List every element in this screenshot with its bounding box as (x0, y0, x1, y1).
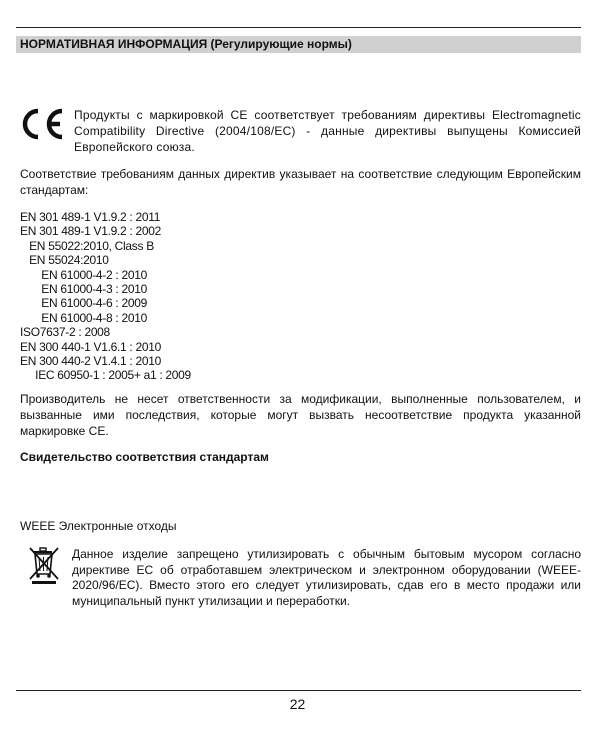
page-number: 22 (289, 696, 306, 712)
standard-item: EN 300 440-1 V1.6.1 : 2010 (20, 339, 161, 354)
section-header: НОРМАТИВНАЯ ИНФОРМАЦИЯ (Регулирующие нормы) (16, 36, 581, 53)
standard-item: EN 61000-4-6 : 2009 (20, 296, 147, 311)
standard-item: ISO7637-2 : 2008 (20, 325, 110, 340)
ce-description: Продукты с маркировкой CE соответствует требованиям директивы Electromagnetic Compatibility Directive (2004/108/EC) - данные директивы выпущены Комиссией Европейского союза. (74, 108, 581, 154)
standard-item: IEC 60950-1 : 2005+ a1 : 2009 (20, 368, 191, 383)
standard-item: EN 61000-4-3 : 2010 (20, 282, 147, 297)
standard-item: EN 61000-4-2 : 2010 (20, 267, 147, 282)
bottom-rule (16, 690, 581, 691)
standard-item: EN 301 489-1 V1.9.2 : 2011 (20, 210, 161, 224)
standard-item: EN 55024:2010 (20, 253, 109, 268)
standard-item: EN 300 440-2 V1.4.1 : 2010 (20, 354, 161, 369)
crossed-bin-icon (26, 545, 62, 585)
disclaimer-text: Производитель не несет ответственности за модификации, выполненные пользователем, и вызванные ими последствия, которые могут вызвать несоответствие продукта указанной маркировке CE. (20, 392, 581, 438)
standard-item: EN 301 489-1 V1.9.2 : 2002 (20, 224, 161, 239)
standards-list (20, 210, 191, 383)
ce-mark-icon (18, 107, 66, 141)
standard-item: EN 55022:2010, Class B (20, 238, 154, 253)
weee-label: WEEE Электронные отходы (20, 519, 177, 533)
certificate-heading: Свидетельство соответствия стандартам (20, 450, 269, 464)
standard-item: EN 61000-4-8 : 2010 (20, 310, 147, 325)
weee-description: Данное изделие запрещено утилизировать с обычным бытовым мусором согласно директиве ЕС об отработавшем электрическом и электронном оборудовании (WEEE-2020/96/EC). Вместо этого его следует утилизировать, сдав его в место продажи или муниципальный пункт утилизации и переработки. (72, 547, 581, 608)
top-rule (16, 27, 581, 28)
compliance-intro: Соответствие требованиям данных директив указывает на соответствие следующим Европейским стандартам: (20, 167, 581, 197)
